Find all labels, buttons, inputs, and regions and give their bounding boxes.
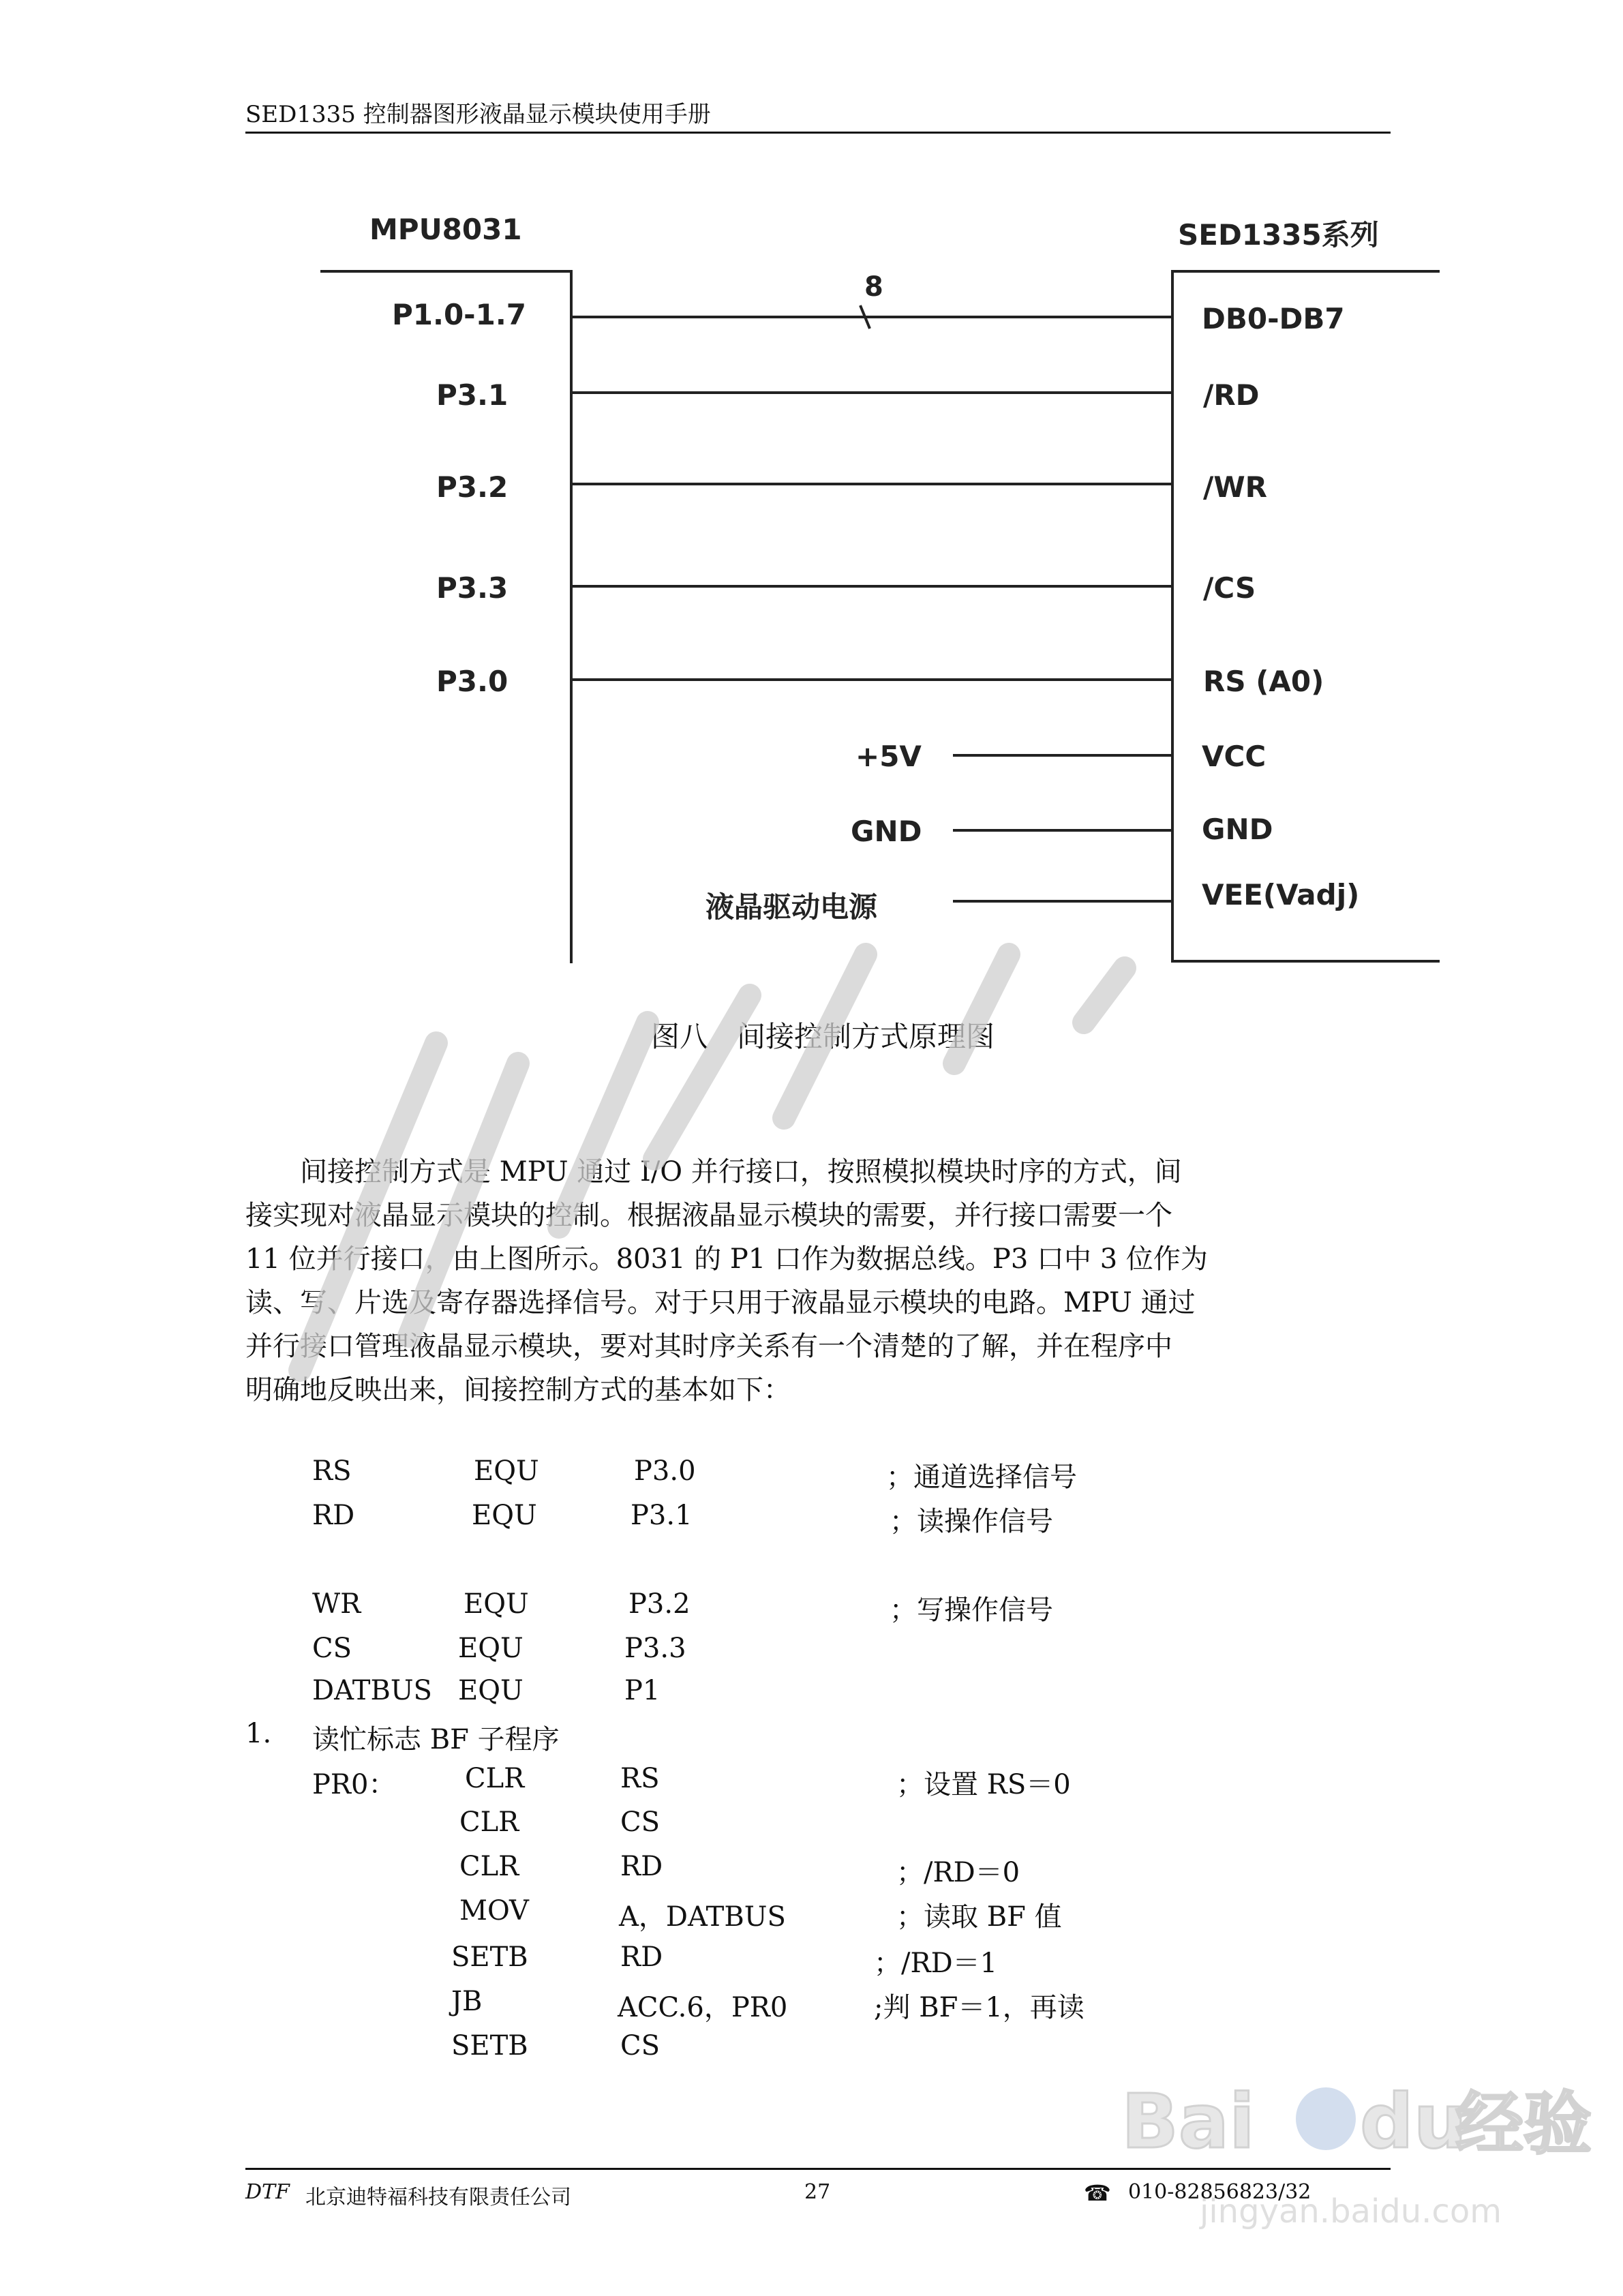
routine-comment: ；读取 BF 值: [896, 1901, 1062, 1933]
footer-company-prefix: DTF: [245, 2180, 290, 2204]
equ-name: WR: [312, 1588, 361, 1620]
pin-p1: P1.0-1.7: [392, 298, 527, 331]
sed-box-outline: [1172, 271, 1440, 961]
paragraph-line: 并行接口管理液晶显示模块，要对其时序关系有一个清楚的了解，并在程序中: [245, 1331, 1172, 1362]
power-gnd: GND: [851, 815, 922, 848]
equ-value: P1: [624, 1675, 661, 1706]
mpu-title: MPU8031: [369, 213, 522, 246]
routine-op: CLR: [459, 1851, 519, 1882]
routine-comment: ；/RD＝0: [896, 1857, 1020, 1888]
page-header-title: SED1335 控制器图形液晶显示模块使用手册: [245, 101, 711, 128]
bus-slash: [860, 305, 870, 329]
equ-name: RS: [312, 1455, 352, 1487]
baidu-brand-right: du: [1360, 2078, 1468, 2165]
routine-comment: ；设置 RS＝0: [896, 1769, 1071, 1800]
phone-icon: ☎: [1084, 2180, 1111, 2206]
footer-page-number: 27: [804, 2180, 831, 2204]
paragraph-line: 间接控制方式是 MPU 通过 I/O 并行接口，按照模拟模块时序的方式，间: [245, 1156, 1182, 1188]
equ-value: P3.0: [634, 1455, 696, 1487]
paragraph-line: 明确地反映出来，间接控制方式的基本如下：: [245, 1374, 791, 1406]
baidu-logo-mark: [1121, 2078, 1592, 2231]
routine-comment: ;判 BF＝1，再读: [874, 1992, 1084, 2023]
equ-value: P3.3: [624, 1633, 686, 1664]
equ-op: EQU: [464, 1588, 529, 1620]
routine-op: JB: [451, 1986, 483, 2017]
pin-p3-3: P3.3: [436, 571, 509, 605]
pin-p3-2: P3.2: [436, 470, 509, 504]
routine-arg: CS: [620, 1807, 661, 1838]
paw-icon: [1296, 2087, 1356, 2150]
header-divider: [245, 132, 1391, 134]
pin-cs: /CS: [1203, 571, 1256, 605]
power-5v: +5V: [855, 740, 922, 773]
paragraph-line: 读、写、片选及寄存器选择信号。对于只用于液晶显示模块的电路。MPU 通过: [245, 1287, 1196, 1318]
section-title: 读忙标志 BF 子程序: [312, 1724, 560, 1755]
equ-op: EQU: [458, 1675, 524, 1706]
routine-arg: CS: [620, 2030, 661, 2061]
mpu-box-outline: [320, 271, 571, 963]
routine-op: SETB: [451, 2030, 528, 2061]
pin-vee: VEE(Vadj): [1202, 878, 1360, 911]
equ-op: EQU: [474, 1455, 539, 1487]
footer-divider: [245, 2168, 1391, 2170]
pin-vcc: VCC: [1202, 740, 1266, 773]
routine-op: MOV: [459, 1895, 529, 1927]
section-number: 1.: [245, 1718, 272, 1749]
equ-comment: ；写操作信号: [890, 1595, 1053, 1626]
pin-rd: /RD: [1203, 378, 1260, 412]
paragraph-line: 11 位并行接口，由上图所示。8031 的 P1 口作为数据总线。P3 口中 3 位作为: [245, 1243, 1208, 1275]
baidu-url: jingyan.baidu.com: [1200, 2192, 1502, 2231]
baidu-brand-left: Bai: [1121, 2078, 1255, 2165]
pin-db: DB0-DB7: [1202, 302, 1345, 335]
routine-op: SETB: [451, 1942, 528, 1973]
equ-value: P3.1: [631, 1500, 693, 1531]
pin-gnd: GND: [1202, 813, 1273, 846]
routine-arg: RD: [620, 1942, 663, 1973]
circuit-diagram: [0, 0, 1623, 995]
routine-arg: A，DATBUS: [619, 1901, 786, 1933]
bus-width-label: 8: [864, 271, 883, 303]
baidu-brand-cn: 经验: [1455, 2084, 1592, 2164]
routine-label: PR0：: [312, 1769, 396, 1800]
equ-name: DATBUS: [312, 1675, 432, 1706]
footer-company: 北京迪特福科技有限责任公司: [305, 2186, 571, 2209]
equ-value: P3.2: [628, 1588, 691, 1620]
figure-caption: 图八 间接控制方式原理图: [651, 1020, 995, 1053]
routine-op: CLR: [465, 1763, 525, 1794]
pin-p3-0: P3.0: [436, 665, 509, 698]
pin-wr: /WR: [1203, 470, 1268, 504]
equ-comment: ；读操作信号: [890, 1506, 1053, 1537]
routine-arg: ACC.6，PR0: [618, 1992, 788, 2023]
pin-p3-1: P3.1: [436, 378, 509, 412]
equ-op: EQU: [472, 1500, 537, 1531]
routine-comment: ；/RD＝1: [874, 1948, 998, 1979]
paragraph-line: 接实现对液晶显示模块的控制。根据液晶显示模块的需要，并行接口需要一个: [245, 1200, 1172, 1231]
routine-op: CLR: [459, 1807, 519, 1838]
equ-comment: ；通道选择信号: [886, 1462, 1077, 1493]
routine-arg: RD: [620, 1851, 663, 1882]
sed-title: SED1335系列: [1178, 218, 1379, 252]
pin-rs: RS (A0): [1203, 665, 1324, 698]
routine-arg: RS: [620, 1763, 660, 1794]
equ-name: CS: [312, 1633, 352, 1664]
equ-name: RD: [312, 1500, 355, 1531]
footer-phone: 010-82856823/32: [1128, 2180, 1311, 2204]
equ-op: EQU: [458, 1633, 524, 1664]
power-lcd-drive: 液晶驱动电源: [706, 890, 878, 924]
